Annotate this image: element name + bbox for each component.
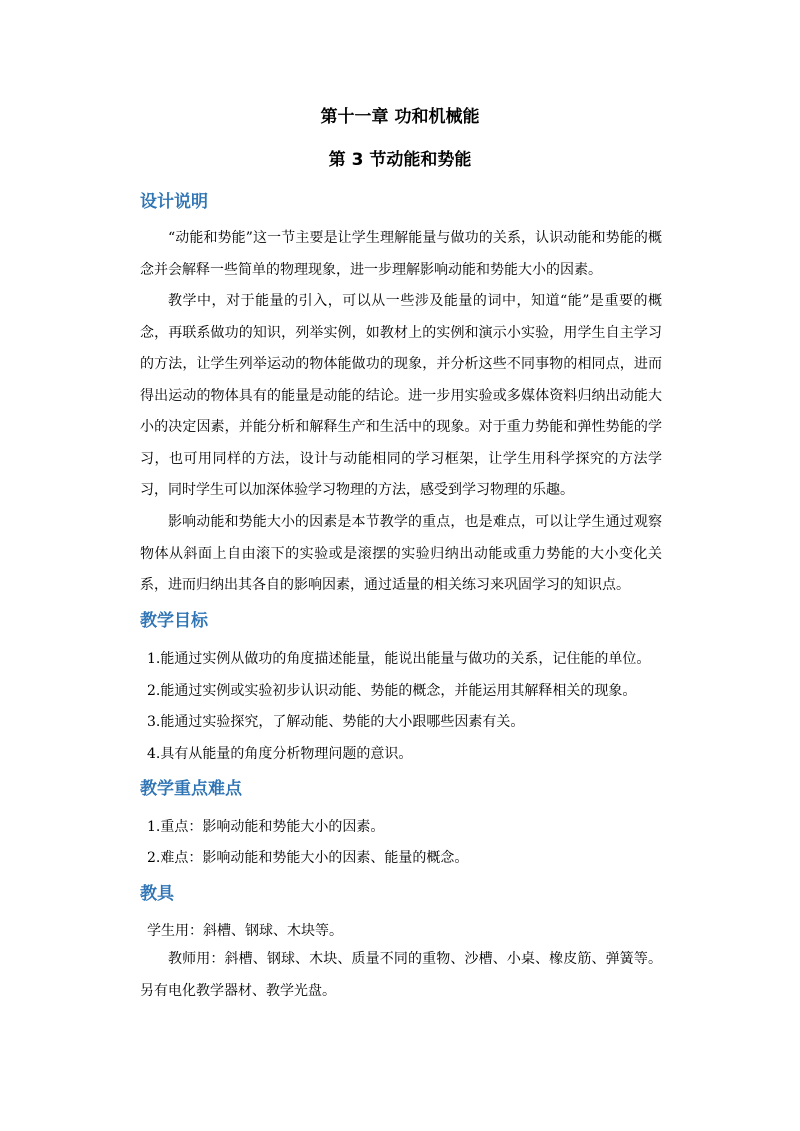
tools-teacher: 教师用：斜槽、钢球、木块、质量不同的重物、沙槽、小桌、橡皮筋、弹簧等。另有电化教学器材、教学光盘。 [140, 951, 662, 999]
objective-item-4: 4.具有从能量的角度分析物理问题的意识。 [147, 746, 413, 762]
key-points-heading: 教学重点难点 [140, 779, 242, 799]
chapter-title: 第十一章 功和机械能 [320, 107, 480, 127]
design-notes-paragraph-1: “动能和势能”这一节主要是让学生理解能量与做功的关系，认识动能和势能的概念并会解释一些简单的物理现象，进一步理解影响动能和势能大小的因素。 [140, 230, 662, 278]
design-notes-heading: 设计说明 [140, 192, 208, 212]
design-notes-paragraph-2: 教学中，对于能量的引入，可以从一些涉及能量的词中，知道“能”是重要的概念，再联系做功的知识，列举实例，如教材上的实例和演示小实验，用学生自主学习的方法，让学生列举运动的物体能做功的现象，并分析这些不同事物的相同点，进而得出运动的物体具有的能量是动能的结论。进一步用实验或多媒体资料归纳出动能大小的决定因素，并能分析和解释生产和生活中的现象。对于重力势能和弹性势能的学习，也可用同样的方法，设计与动能相同的学习框架，让学生用科学探究的方法学习，同时学生可以加深体验学习物理的方法，感受到学习物理的乐趣。 [140, 293, 662, 498]
section-title: 第 3 节动能和势能 [328, 150, 472, 170]
key-point-item-2: 2.难点：影响动能和势能大小的因素、能量的概念。 [147, 850, 469, 866]
key-point-item-1: 1.重点：影响动能和势能大小的因素。 [147, 819, 385, 835]
objective-item-2: 2.能通过实例或实验初步认识动能、势能的概念，并能运用其解释相关的现象。 [147, 683, 637, 699]
tools-student: 学生用：斜槽、钢球、木块等。 [147, 923, 343, 939]
objectives-heading: 教学目标 [140, 611, 208, 631]
objective-item-3: 3.能通过实验探究，了解动能、势能的大小跟哪些因素有关。 [147, 714, 525, 730]
objective-item-1: 1.能通过实例从做功的角度描述能量，能说出能量与做功的关系，记住能的单位。 [147, 651, 651, 667]
tools-heading: 教具 [140, 884, 174, 904]
design-notes-paragraph-3: 影响动能和势能大小的因素是本节教学的重点，也是难点，可以让学生通过观察物体从斜面上自由滚下的实验或是滚摆的实验归纳出动能或重力势能的大小变化关系，进而归纳出其各自的影响因素，通过适量的相关练习来巩固学习的知识点。 [140, 514, 662, 593]
